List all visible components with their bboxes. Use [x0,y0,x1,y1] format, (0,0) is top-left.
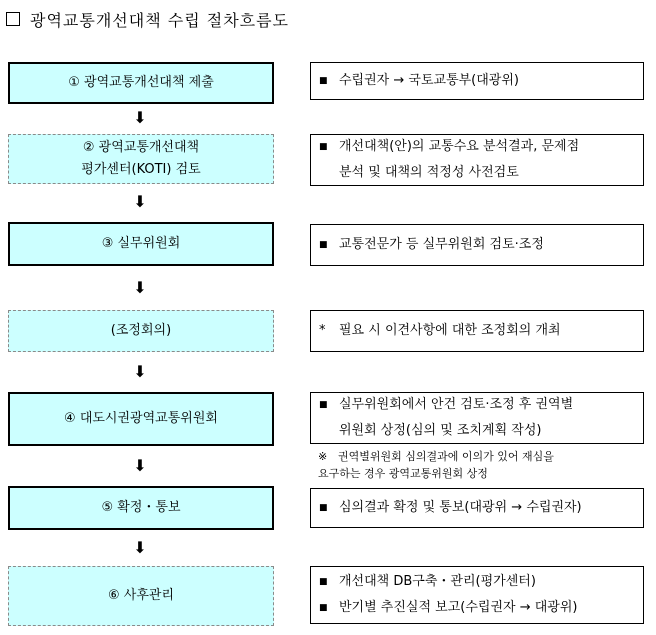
step-5-box [8,486,274,530]
step-4-box [8,392,274,446]
down-arrow-icon: ⬇ [133,192,147,211]
remark-line1: 권역별위원회 심의결과에 이의가 있어 재심을 [338,450,554,463]
note-7-text-line2: 반기별 추진실적 보고(수립권자 → 대광위) [339,600,578,615]
step-3-label: ③ 실무위원회 [101,236,181,251]
coordination-meeting-label: (조정회의) [110,323,172,338]
step-4-label: ④ 대도시권광역교통위원회 [64,411,218,426]
note-4-text: 필요 시 이견사항에 대한 조정회의 개최 [339,323,561,338]
bullet-icon: ■ [319,577,328,587]
note-4-box [310,310,644,352]
note-1-text: 수립권자 → 국토교통부(대광위) [339,73,519,88]
step-3-box [8,222,274,266]
note-7-text-line1: 개선대책 DB구축・관리(평가센터) [339,574,536,589]
down-arrow-icon: ⬇ [133,538,147,557]
bullet-icon: ■ [319,240,328,250]
down-arrow-icon: ⬇ [133,456,147,475]
bullet-icon: ■ [319,142,328,152]
bullet-icon: ■ [319,603,328,613]
note-1-box [310,62,644,100]
note-2-box [310,134,644,186]
note-3-box [310,224,644,266]
diagram-title [6,8,289,30]
checkbox-square-icon [6,12,20,26]
note-5-box [310,392,644,444]
step-5-label: ⑤ 확정・통보 [101,500,181,515]
bullet-icon: ■ [319,76,328,86]
down-arrow-icon: ⬇ [133,108,147,127]
note-2-text-line1: 개선대책(안)의 교통수요 분석결과, 문제점 [339,139,580,154]
reference-mark: ※ [318,450,328,463]
note-7-box [310,566,644,624]
remark-line2: 요구하는 경우 광역교통위원회 상정 [318,467,488,480]
step-2-label-line2: 평가센터(KOTI) 검토 [81,162,201,177]
step-6-label: ⑥ 사후관리 [107,588,175,603]
step-1-label: ① 광역교통개선대책 제출 [68,75,214,90]
step-1-box [8,62,274,104]
step-2-label-line1: ② 광역교통개선대책 [82,140,200,155]
down-arrow-icon: ⬇ [133,362,147,381]
note-6-text: 심의결과 확정 및 통보(대광위 → 수립권자) [339,500,582,515]
title-text: 광역교통개선대책 수립 절차흐름도 [30,10,290,30]
asterisk-mark: * [319,323,326,338]
remark-note [318,448,648,482]
note-2-text-line2: 분석 및 대책의 적정성 사전검토 [339,165,519,180]
coordination-meeting-box [8,310,274,352]
note-6-box [310,488,644,528]
note-5-text-line2: 위원회 상정(심의 및 조치계획 작성) [339,423,542,438]
down-arrow-icon: ⬇ [133,278,147,297]
note-3-text: 교통전문가 등 실무위원회 검토·조정 [339,237,544,252]
step-2-box [8,134,274,184]
step-6-box [8,566,274,626]
bullet-icon: ■ [319,503,328,513]
note-5-text-line1: 실무위원회에서 안건 검토·조정 후 권역별 [339,397,574,412]
bullet-icon: ■ [319,400,328,410]
